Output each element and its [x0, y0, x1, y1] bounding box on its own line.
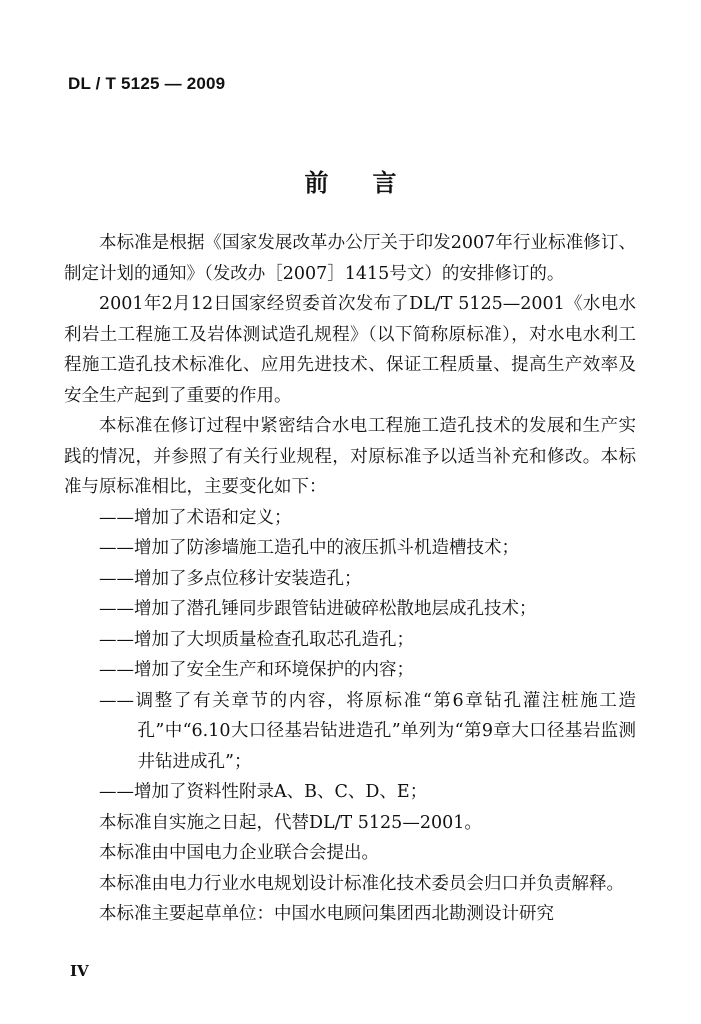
change-item: ——增加了安全生产和环境保护的内容；	[99, 660, 414, 680]
paragraph-basis: 本标准是根据《国家发展改革办公厅关于印发2007年行业标准修订、制定计划的通知》（发改办［2007］1415号文）的安排修订的。	[64, 233, 636, 284]
change-item: ——增加了防渗墙施工造孔中的液压抓斗机造槽技术；	[99, 538, 519, 558]
closing-proposer: 本标准由中国电力企业联合会提出。	[99, 843, 379, 863]
page-number: IV	[70, 962, 89, 980]
closing-drafter: 本标准主要起草单位：中国水电顾问集团西北勘测设计研究	[99, 904, 554, 924]
change-item: ——增加了大坝质量检查孔取芯孔造孔；	[99, 629, 414, 650]
closing-replace: 本标准自实施之日起，代替DL/T 5125—2001。	[99, 812, 482, 833]
body-text	[64, 228, 636, 930]
paragraph-revision: 本标准在修订过程中紧密结合水电工程施工造孔技术的发展和生产实践的情况，并参照了有关行业规程，对原标准予以适当补充和修改。本标准与原标准相比，主要变化如下：	[64, 416, 636, 497]
change-item: ——增加了多点位移计安装造孔；	[99, 568, 362, 589]
paragraph-history: 2001年2月12日国家经贸委首次发布了DL/T 5125—2001《水电水利岩土工程施工及岩体测试造孔规程》（以下简称原标准），对水电水利工程施工造孔技术标准化、应用先进技术、保证工程质量、提高生产效率及安全生产起到了重要的作用。	[64, 294, 636, 406]
change-item: ——增加了潜孔锤同步跟管钻进破碎松散地层成孔技术；	[99, 599, 537, 619]
change-item: ——调整了有关章节的内容，将原标准“第6章钻孔灌注桩施工造孔”中“6.10大口径基岩钻进造孔”单列为“第9章大口径基岩监测井钻进成孔”；	[99, 690, 636, 772]
closing-responsible: 本标准由电力行业水电规划设计标准化技术委员会归口并负责解释。	[99, 873, 624, 894]
change-item: ——增加了术语和定义；	[99, 507, 292, 528]
change-item: ——增加了资料性附录A、B、C、D、E；	[99, 782, 428, 802]
document-code-header: DL / T 5125 — 2009	[68, 74, 226, 93]
page-title: 前言	[304, 168, 441, 197]
